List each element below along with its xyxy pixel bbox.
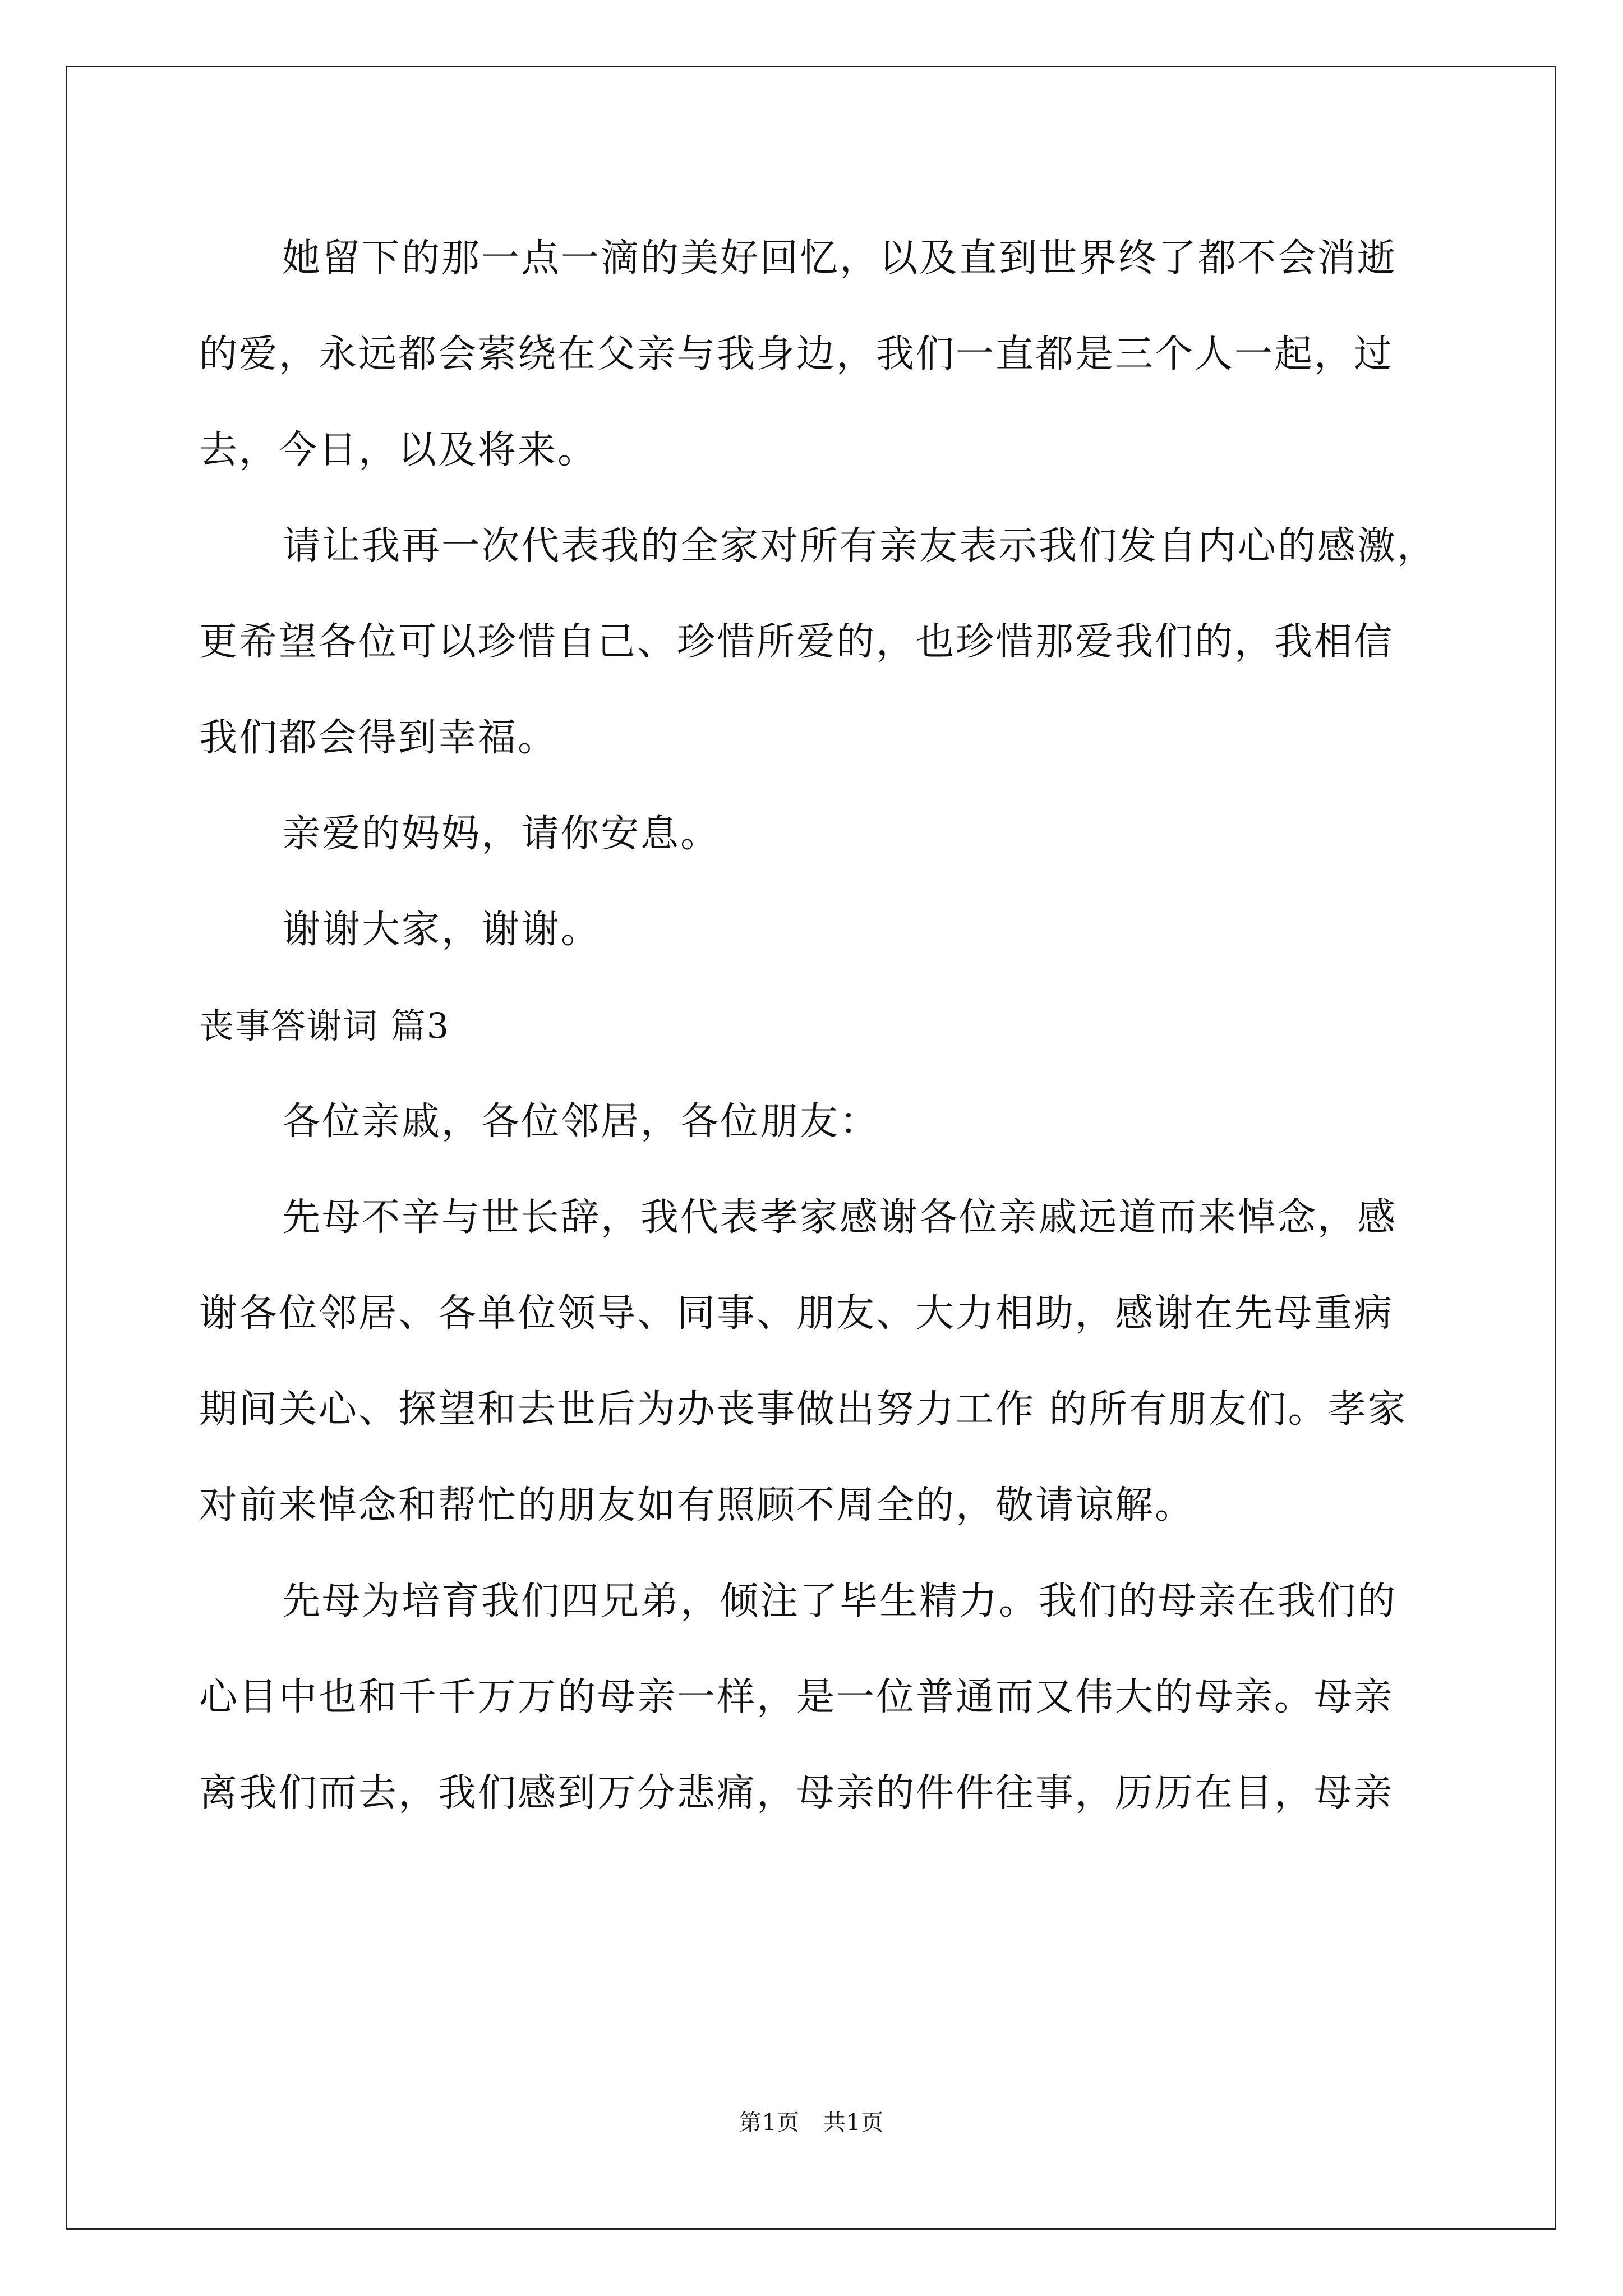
section-heading: 丧事答谢词 篇3 <box>199 1005 450 1046</box>
text-line: 我们都会得到幸福。 <box>199 716 558 760</box>
text-line: 亲爱的妈妈，请你安息。 <box>282 812 721 856</box>
text-line: 期间关心、探望和去世后为办丧事做出努力工作 的所有朋友们。孝家 <box>199 1387 1408 1432</box>
document-body <box>199 210 1437 1841</box>
text-line: 更希望各位可以珍惜自己、珍惜所爱的，也珍惜那爱我们的，我相信 <box>199 620 1394 664</box>
text-line: 谢谢大家，谢谢。 <box>282 908 601 952</box>
text-line: 去，今日，以及将来。 <box>199 428 598 472</box>
text-line: 各位亲戚，各位邻居，各位朋友： <box>282 1099 880 1144</box>
page-number-current: 第1页 <box>739 2110 800 2136</box>
text-line: 离我们而去，我们感到万分悲痛，母亲的件件往事，历历在目，母亲 <box>199 1771 1394 1815</box>
text-line: 先母为培育我们四兄弟，倾注了毕生精力。我们的母亲在我们的 <box>282 1579 1398 1623</box>
text-line: 对前来悼念和帮忙的朋友如有照顾不周全的，敬请谅解。 <box>199 1483 1195 1527</box>
page-footer <box>0 2105 1623 2137</box>
text-line: 先母不辛与世长辞，我代表孝家感谢各位亲戚远道而来悼念，感 <box>282 1195 1398 1240</box>
text-line: 的爱，永远都会萦绕在父亲与我身边，我们一直都是三个人一起，过 <box>199 332 1394 376</box>
text-line: 谢各位邻居、各单位领导、同事、朋友、大力相助，感谢在先母重病 <box>199 1291 1394 1336</box>
text-line: 请让我再一次代表我的全家对所有亲友表示我们发自内心的感激， <box>282 524 1437 568</box>
text-line: 她留下的那一点一滴的美好回忆，以及直到世界终了都不会消逝 <box>282 236 1398 280</box>
text-line: 心目中也和千千万万的母亲一样，是一位普通而又伟大的母亲。母亲 <box>199 1675 1394 1719</box>
page-number-total: 共1页 <box>823 2110 884 2136</box>
